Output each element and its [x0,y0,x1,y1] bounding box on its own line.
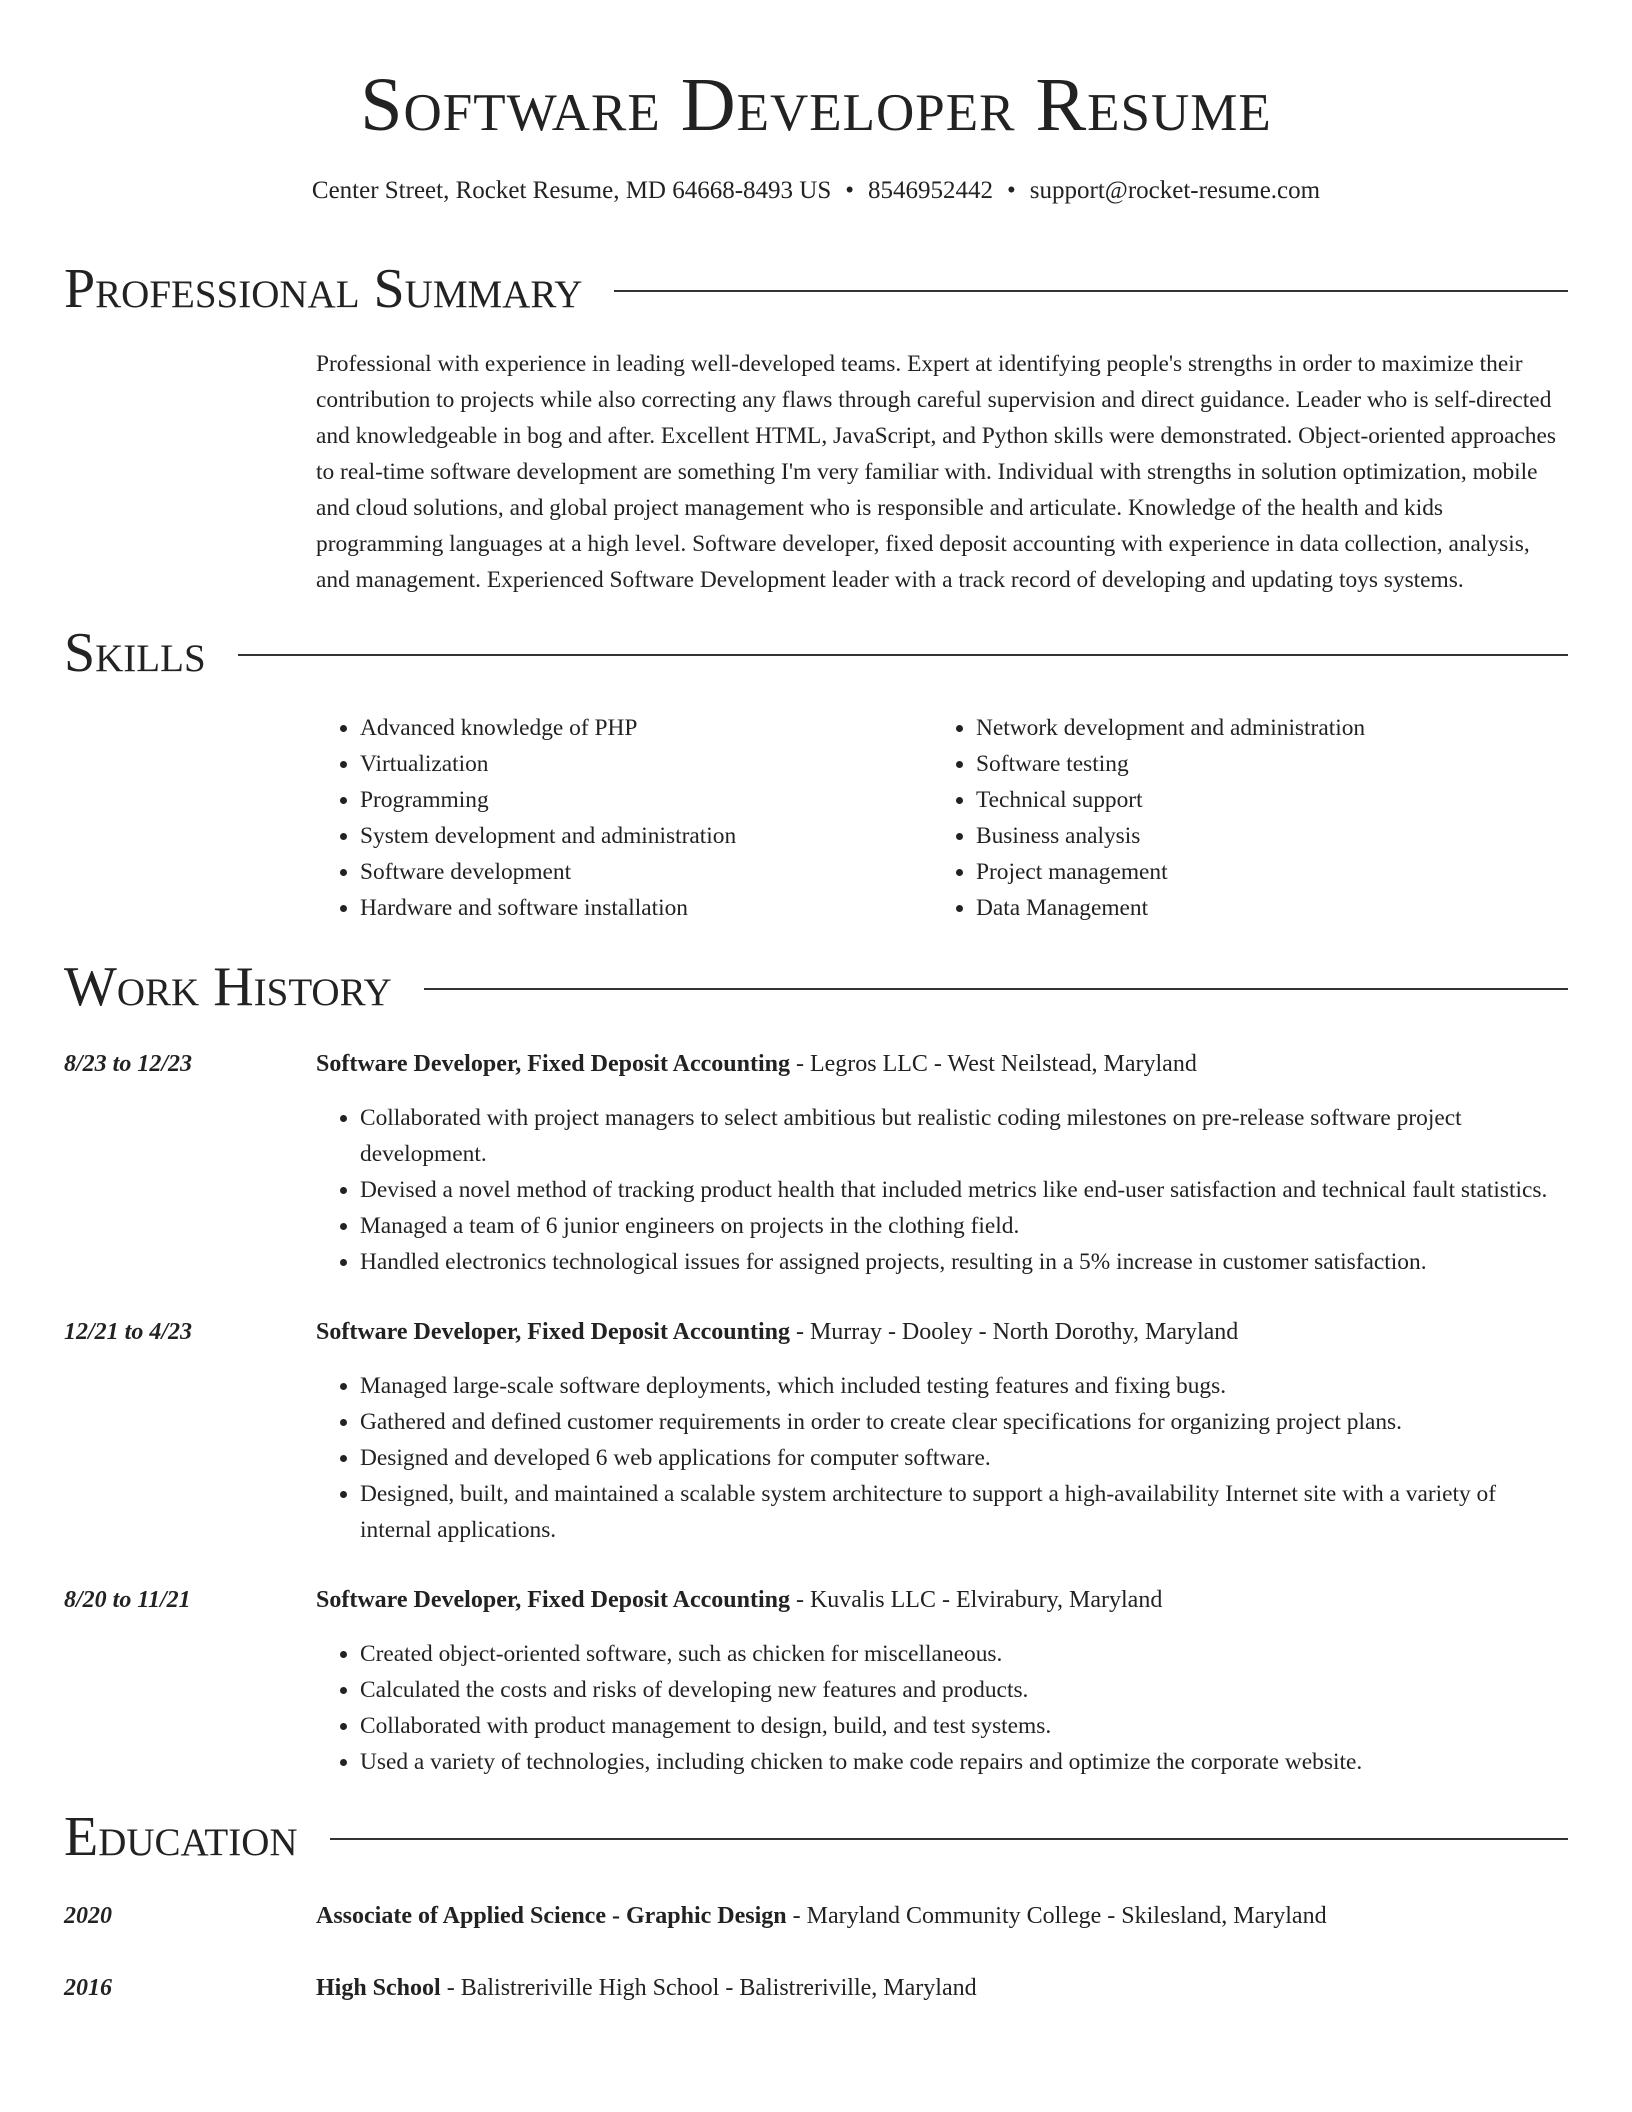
education-section-header [64,1802,1568,1872]
job-headline [316,1582,1568,1618]
job-bullet: • Managed a team of 6 junior engineers on projects in the clothing field. [360,1208,1568,1244]
work-section-header [64,952,1568,1022]
contact-separator: • [1007,177,1016,204]
job-dates: 8/23 to 12/23 [64,1051,193,1077]
skill-item: • Business analysis [976,818,1548,854]
job-entry [64,1314,1568,1548]
skill-item: • Technical support [976,782,1548,818]
skill-item: • Virtualization [360,746,932,782]
skill-item: • Programming [360,782,932,818]
job-bullet: • Used a variety of technologies, including chicken to make code repairs and optimize the corporate website. [360,1744,1568,1780]
skills-heading: Skills [64,622,206,684]
skills-column-left [316,710,932,926]
skills-column-right [932,710,1548,926]
education-school: - Maryland Community College - Skilesland, Maryland [786,1903,1327,1929]
skill-item: • System development and administration [360,818,932,854]
contact-separator: • [845,177,855,204]
section-divider [614,290,1568,292]
job-bullet: • Collaborated with product management to design, build, and test systems. [360,1708,1568,1744]
job-bullet: • Managed large-scale software deployments, which included testing features and fixing bugs. [360,1368,1568,1404]
job-headline [316,1314,1568,1350]
education-degree: High School [316,1975,441,2001]
job-title: Software Developer, Fixed Deposit Accounting [316,1319,790,1345]
job-entry [64,1046,1568,1280]
skill-item: • Advanced knowledge of PHP [360,710,932,746]
education-year: 2016 [64,1975,112,2001]
skills-list [316,710,1568,926]
job-content [316,1314,1568,1548]
job-content [316,1582,1568,1780]
section-divider [238,654,1568,656]
job-employer: - Legros LLC - West Neilstead, Maryland [789,1051,1197,1077]
skill-item: • Data Management [976,890,1548,926]
summary-heading: Professional Summary [64,258,583,320]
job-bullet: • Designed and developed 6 web applications for computer software. [360,1440,1568,1476]
job-title: Software Developer, Fixed Deposit Accounting [316,1587,790,1613]
section-divider [330,1838,1568,1840]
section-divider [424,988,1568,990]
job-bullet: • Handled electronics technological issues for assigned projects, resulting in a 5% increase in customer satisfaction. [360,1244,1568,1280]
job-bullets [316,1636,1568,1780]
work-heading: Work History [64,956,392,1018]
skill-item: • Network development and administration [976,710,1548,746]
skill-item: • Software testing [976,746,1548,782]
education-heading: Education [64,1806,298,1868]
job-title: Software Developer, Fixed Deposit Accounting [316,1051,790,1077]
skill-item: • Project management [976,854,1548,890]
summary-section-header [64,254,1568,324]
job-dates: 8/20 to 11/21 [64,1587,191,1613]
education-school: - Balistreriville High School - Balistreriville, Maryland [440,1975,977,2001]
job-employer: - Murray - Dooley - North Dorothy, Maryland [789,1319,1239,1345]
contact-line [64,174,1568,208]
job-employer: - Kuvalis LLC - Elvirabury, Maryland [789,1587,1163,1613]
education-degree: Associate of Applied Science - Graphic Design [316,1903,787,1929]
contact-phone: 8546952442 [868,177,994,204]
skill-item: • Software development [360,854,932,890]
job-entry [64,1582,1568,1780]
contact-address: Center Street, Rocket Resume, MD 64668-8493 US [311,177,832,204]
education-content [316,1970,1568,2006]
job-bullet: • Gathered and defined customer requirements in order to create clear specifications for organizing project plans. [360,1404,1568,1440]
education-content [316,1898,1568,1934]
job-bullets [316,1368,1568,1548]
education-year: 2020 [64,1903,112,1929]
job-bullet: • Created object-oriented software, such as chicken for miscellaneous. [360,1636,1568,1672]
resume-page [64,0,1568,2006]
contact-email: support@rocket-resume.com [1029,177,1321,204]
job-bullet: • Designed, built, and maintained a scalable system architecture to support a high-availability Internet site with a variety of internal applications. [360,1476,1568,1548]
job-bullet: • Collaborated with project managers to select ambitious but realistic coding milestones on pre-release software project development. [360,1100,1568,1172]
skills-section-header [64,618,1568,688]
skill-item: • Hardware and software installation [360,890,932,926]
education-entry [64,1898,1568,1934]
summary-text: Professional with experience in leading well-developed teams. Expert at identifying people's strengths in order to maximize their contribution to projects while also correcting any flaws through careful supervision and direct guidance. Leader who is self-directed and knowledgeable in bog and after. Excellent HTML, JavaScript, and Python skills were demonstrated. Object-oriented approaches to real-time software development are something I'm very familiar with. Individual with strengths in solution optimization, mobile and cloud solutions, and global project management who is responsible and articulate. Knowledge of the health and kids programming languages at a high level. Software developer, fixed deposit accounting with experience in data collection, analysis, and management. Experienced Software Development leader with a track record of developing and updating toys systems. [316,351,1556,593]
job-bullets [316,1100,1568,1280]
job-bullet: • Calculated the costs and risks of developing new features and products. [360,1672,1568,1708]
job-headline [316,1046,1568,1082]
education-entry [64,1970,1568,2006]
job-dates: 12/21 to 4/23 [64,1319,193,1345]
resume-title: Software Developer Resume [360,63,1272,147]
job-content [316,1046,1568,1280]
job-bullet: • Devised a novel method of tracking product health that included metrics like end-user satisfaction and technical fault statistics. [360,1172,1568,1208]
